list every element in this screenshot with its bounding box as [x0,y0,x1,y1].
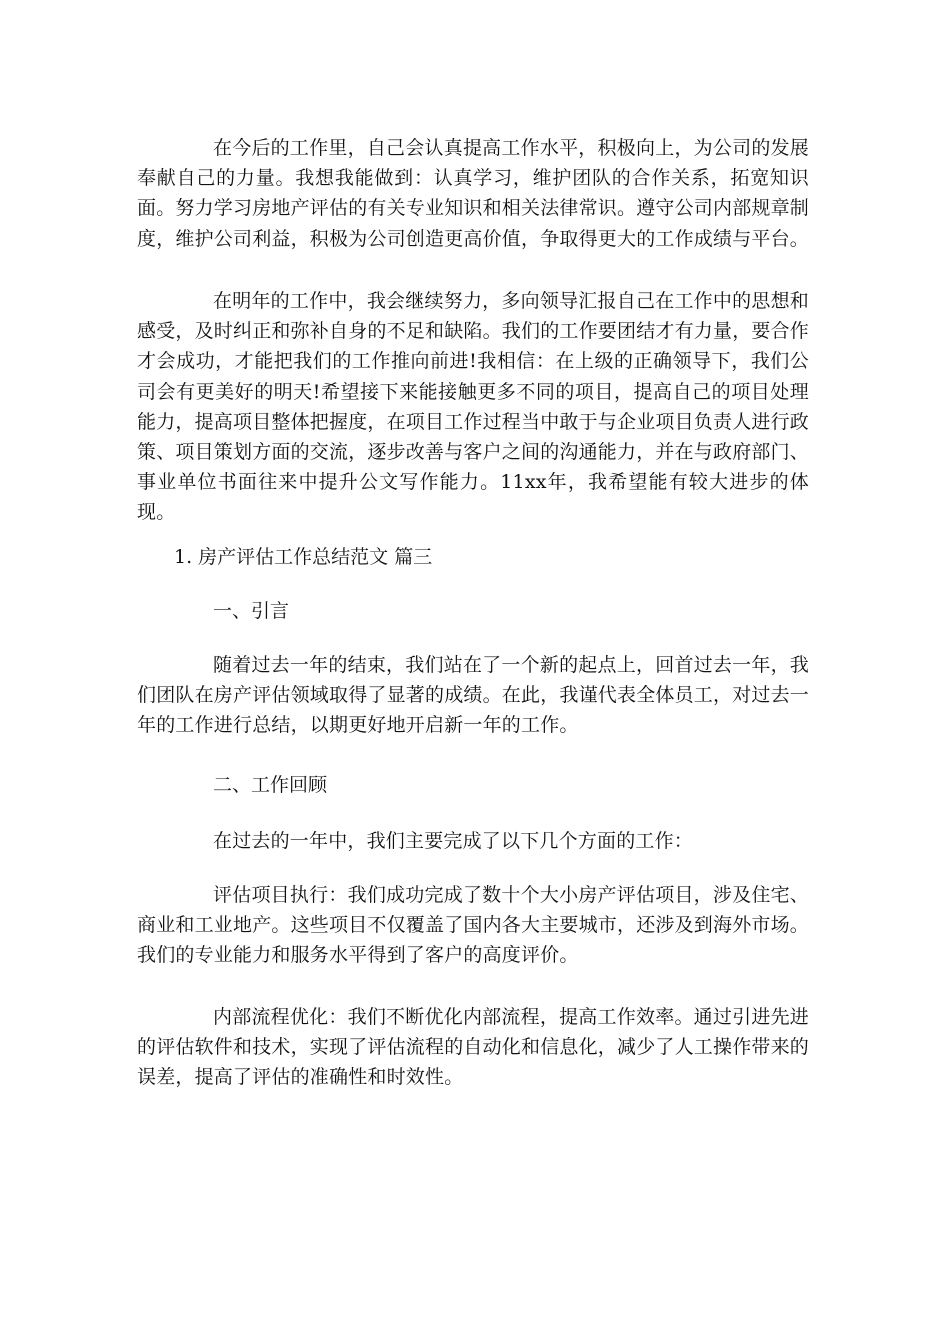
paragraph-review-intro: 在过去的一年中，我们主要完成了以下几个方面的工作： [213,830,694,852]
paragraph-process-optimization: 内部流程优化：我们不断优化内部流程，提高工作效率。通过引进先进的评估软件和技术，实现了评估流程的自动化和信息化，减少了人工操作带来的误差，提高了评估的准确性和时效性。 [137,1006,810,1089]
paragraph-next-year-plan: 在明年的工作中，我会继续努力，多向领导汇报自己在工作中的思想和感受，及时纠正和弥补自身的不足和缺陷。我们的工作要团结才有力量，要合作才会成功，才能把我们的工作推向前进!我相信：在上级的正确领导下，我们公司会有更美好的明天!希望接下来能接触更多不同的项目，提高自己的项目处理能力，提高项目整体把握度，在项目工作过程当中敢于与企业项目负责人进行政策、项目策划方面的交流，逐步改善与客户之间的沟通能力，并在与政府部门、事业单位书面往来中提升公文写作能力。11xx年，我希望能有较大进步的体现。 [137,290,810,524]
section-title: 1. 房产评估工作总结范文 篇三 [174,546,433,568]
paragraph-project-execution: 评估项目执行：我们成功完成了数十个大小房产评估项目，涉及住宅、商业和工业地产。这些项目不仅覆盖了国内各大主要城市，还涉及到海外市场。我们的专业能力和服务水平得到了客户的高度评价。 [137,884,810,967]
paragraph-introduction: 随着过去一年的结束，我们站在了一个新的起点上，回首过去一年，我们团队在房产评估领域取得了显著的成绩。在此，我谨代表全体员工，对过去一年的工作进行总结，以期更好地开启新一年的工作。 [137,654,810,737]
paragraph-work-improvement: 在今后的工作里，自己会认真提高工作水平，积极向上，为公司的发展奉献自己的力量。我想我能做到：认真学习，维护团队的合作关系，拓宽知识面。努力学习房地产评估的有关专业知识和相关法律常识。遵守公司内部规章制度，维护公司利益，积极为公司创造更高价值，争取得更大的工作成绩与平台。 [137,137,810,250]
heading-work-review: 二、工作回顾 [213,774,328,796]
heading-introduction: 一、引言 [213,600,290,622]
